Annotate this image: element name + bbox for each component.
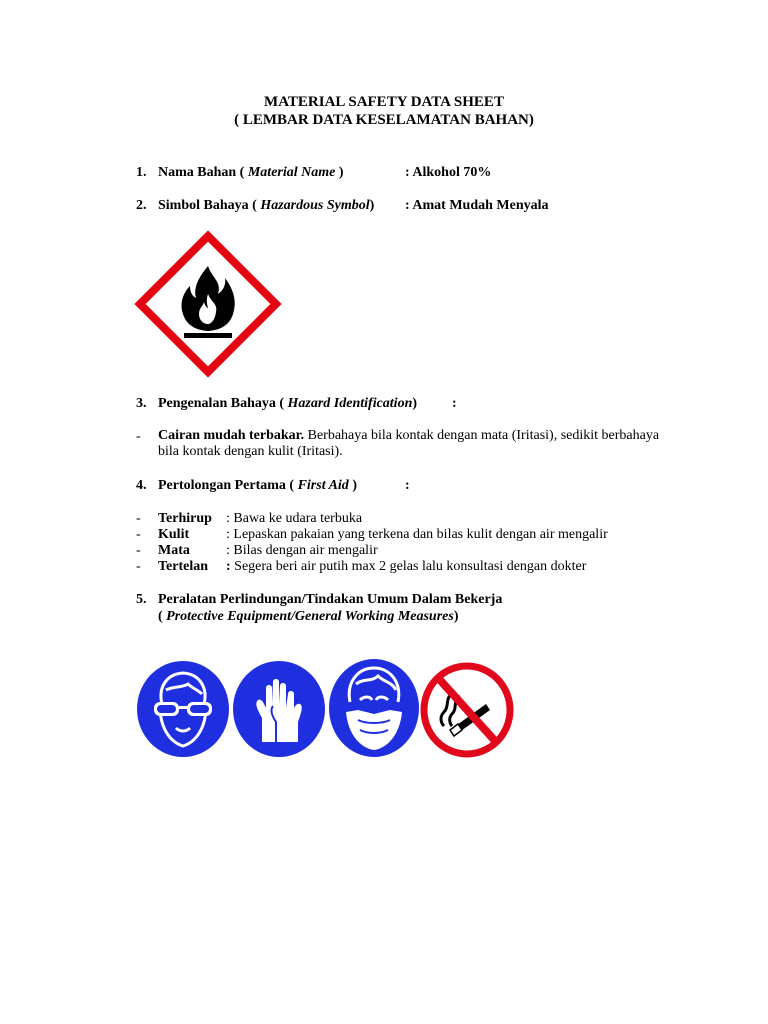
first-aid-bullet: - (136, 511, 141, 526)
material-name-value: : Alkohol 70% (405, 165, 492, 180)
first-aid-term: Tertelan (158, 559, 209, 574)
eye-protection-icon (136, 660, 230, 758)
face-mask-icon (328, 658, 420, 758)
first-aid-description: : Lepaskan pakaian yang terkena dan bilas kulit dengan air mengalir (226, 527, 608, 542)
section-1-number: 1. (136, 165, 147, 180)
section-4-colon: : (405, 478, 410, 493)
first-aid-description: : Bilas dengan air mengalir (226, 543, 378, 558)
first-aid-term: Kulit (158, 527, 190, 542)
first-aid-term: Mata (158, 543, 190, 558)
section-1-label: Nama Bahan ( Material Name ) (158, 165, 344, 180)
first-aid-bullet: - (136, 527, 141, 542)
section-5-sublabel: ( Protective Equipment/General Working Measures) (158, 609, 459, 624)
first-aid-bullet: - (136, 559, 141, 574)
section-4-number: 4. (136, 478, 147, 493)
section-3-number: 3. (136, 396, 147, 411)
first-aid-description: : Bawa ke udara terbuka (226, 511, 363, 526)
section-3-label: Pengenalan Bahaya ( Hazard Identification) (158, 396, 418, 411)
flammable-ghs-icon (136, 232, 280, 376)
hazard-identification-text: Cairan mudah terbakar. Berbahaya bila kontak dengan mata (Iritasi), sedikit berbahaya bila kontak dengan kulit (Iritasi). (158, 428, 660, 459)
first-aid-term: Terhirup (158, 511, 212, 526)
hazard-symbol-value: : Amat Mudah Menyala (405, 198, 549, 213)
section-4-label: Pertolongan Pertama ( First Aid ) (158, 478, 357, 493)
document-title-line2: ( LEMBAR DATA KESELAMATAN BAHAN) (234, 112, 534, 128)
first-aid-description: : Segera beri air putih max 2 gelas lalu konsultasi dengan dokter (226, 559, 587, 574)
section-2-label: Simbol Bahaya ( Hazardous Symbol) (158, 198, 375, 213)
hazard-bullet: - (136, 429, 141, 444)
section-3-colon: : (452, 396, 457, 411)
document-title-line1: MATERIAL SAFETY DATA SHEET (264, 94, 504, 110)
gloves-icon (232, 660, 326, 758)
section-2-number: 2. (136, 198, 147, 213)
no-smoking-icon (420, 662, 514, 758)
section-5-label: Peralatan Perlindungan/Tindakan Umum Dalam Bekerja (158, 592, 503, 607)
section-5-number: 5. (136, 592, 147, 607)
first-aid-bullet: - (136, 543, 141, 558)
